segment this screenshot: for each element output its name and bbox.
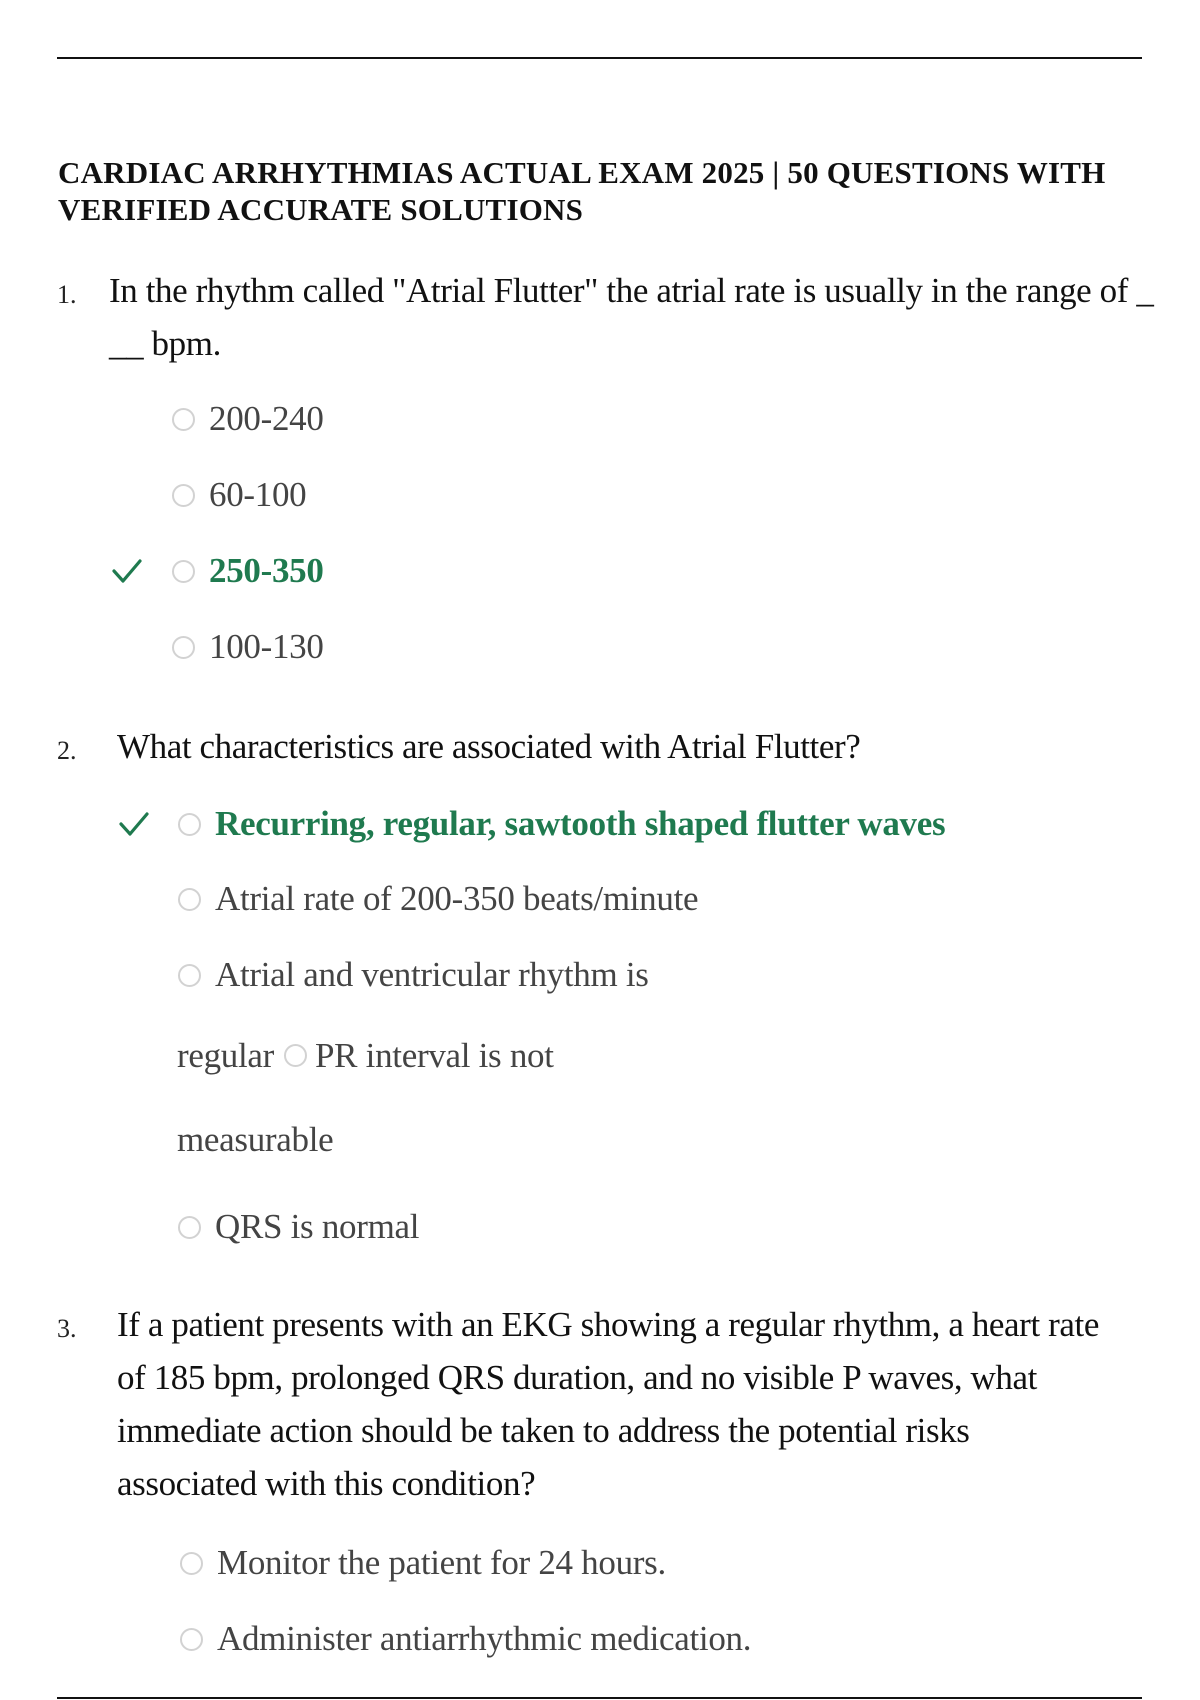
checkmark-icon [111,557,143,585]
q1-option-1-label: 200-240 [209,399,324,438]
q2-option-5-label: QRS is normal [215,1207,420,1246]
q1-option-4[interactable] [172,625,324,669]
q1-option-3-label: 250-350 [209,551,324,590]
radio-circle-icon[interactable] [178,888,201,911]
question-3-number: 3. [57,1314,77,1343]
q3-option-2[interactable] [180,1617,751,1661]
radio-circle-icon[interactable] [180,1628,203,1651]
question-3-text: If a patient presents with an EKG showing a regular rhythm, a heart rate of 185 bpm, prolonged QRS duration, and no visible P waves, what immediate action should be taken to address the potential risks associated with this condition? [117,1305,1099,1503]
q1-option-4-label: 100-130 [209,627,324,666]
q3-option-1-label: Monitor the patient for 24 hours. [217,1543,666,1582]
q3-option-2-label: Administer antiarrhythmic medication. [217,1619,752,1658]
radio-circle-icon[interactable] [178,813,201,836]
radio-circle-icon[interactable] [284,1044,307,1067]
q2-option-3-cont-label: regular [177,1036,275,1075]
radio-circle-icon[interactable] [172,408,195,431]
question-2-text: What characteristics are associated with Atrial Flutter? [117,727,861,766]
bottom-rule [57,1697,1142,1699]
q2-option-4-continuation [177,1120,333,1160]
question-1-number: 1. [57,280,77,309]
q2-option-4-label: PR interval is not [315,1036,554,1075]
document-title: CARDIAC ARRHYTHMIAS ACTUAL EXAM 2025 | 50 QUESTIONS WITH VERIFIED ACCURATE SOLUTIONS [58,155,1106,227]
q2-option-2[interactable] [178,877,698,921]
q2-option-3-continuation [177,1036,554,1076]
checkmark-icon [118,810,150,838]
radio-circle-icon[interactable] [172,636,195,659]
q2-option-5[interactable] [178,1205,419,1249]
radio-circle-icon[interactable] [180,1552,203,1575]
q2-option-4-cont-label: measurable [177,1120,334,1159]
q2-option-3[interactable] [178,953,649,997]
radio-circle-icon[interactable] [178,964,201,987]
q1-option-2-label: 60-100 [209,475,307,514]
q2-option-3-label: Atrial and ventricular rhythm is [215,955,649,994]
q2-option-2-label: Atrial rate of 200-350 beats/minute [215,879,699,918]
q1-option-1[interactable] [172,397,324,441]
radio-circle-icon[interactable] [172,484,195,507]
radio-circle-icon[interactable] [178,1216,201,1239]
q3-option-1[interactable] [180,1541,666,1585]
q2-option-1-label: Recurring, regular, sawtooth shaped flutter waves [215,804,946,843]
radio-circle-icon[interactable] [172,560,195,583]
q1-option-2[interactable] [172,473,306,517]
top-rule [57,57,1142,59]
question-1-text: In the rhythm called "Atrial Flutter" the atrial rate is usually in the range of _ __ bpm. [109,271,1154,363]
q1-option-3-correct[interactable] [172,549,324,593]
question-2-number: 2. [57,736,77,765]
q2-option-1-correct[interactable] [178,802,945,846]
